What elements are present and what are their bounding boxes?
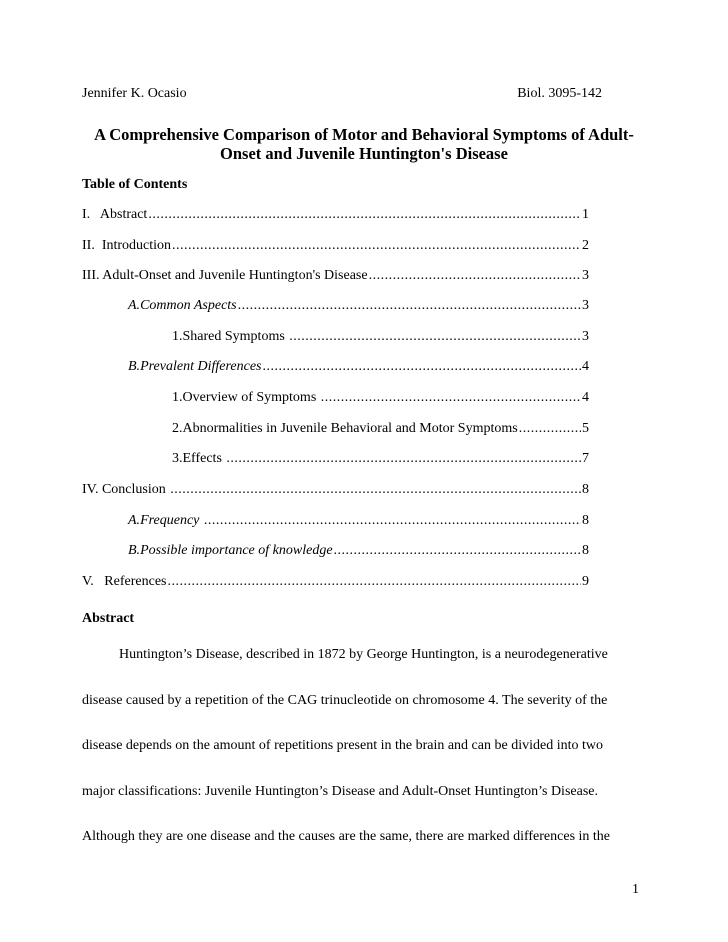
toc-entry-frequency — [128, 513, 589, 529]
toc-leader — [226, 451, 581, 467]
toc-leader — [289, 329, 581, 345]
toc-leader — [519, 421, 581, 437]
toc-entry-label: Abnormalities in Juvenile Behavioral and Motor Symptoms — [182, 421, 518, 436]
toc-entry-page: 1 — [582, 207, 589, 222]
toc-entry-page: 8 — [582, 513, 589, 528]
toc-entry-number: A. — [128, 298, 141, 313]
toc-entry-number: 3. — [172, 451, 183, 466]
abstract-line: Huntington’s Disease, described in 1872 by George Huntington, is a neurodegenerative — [119, 647, 608, 662]
toc-leader — [204, 513, 581, 529]
toc-entry-references — [82, 574, 589, 590]
page-number: 1 — [632, 882, 639, 897]
toc-entry-label: Possible importance of knowledge — [140, 543, 333, 558]
toc-entry-number: 1. — [172, 390, 183, 405]
toc-entry-label: Frequency — [140, 513, 203, 528]
toc-entry-page: 5 — [582, 421, 589, 436]
toc-entry-page: 7 — [582, 451, 589, 466]
toc-entry-number: 1. — [172, 329, 183, 344]
toc-entry-label: Shared Symptoms — [182, 329, 289, 344]
toc-entry-number: B. — [128, 543, 141, 558]
toc-entry-page: 4 — [582, 359, 589, 374]
toc-entry-page: 8 — [582, 543, 589, 558]
toc-entry-common-aspects — [128, 298, 589, 314]
toc-entry-label: Common Aspects — [140, 298, 237, 313]
toc-entry-introduction — [82, 238, 589, 254]
author-name: Jennifer K. Ocasio — [82, 86, 187, 101]
toc-entry-page: 3 — [582, 298, 589, 313]
abstract-line: Although they are one disease and the causes are the same, there are marked differences in the — [82, 829, 611, 844]
toc-entry-page: 3 — [582, 268, 589, 283]
toc-entry-page: 3 — [582, 329, 589, 344]
course-code: Biol. 3095-142 — [517, 86, 602, 101]
toc-entry-conclusion — [82, 482, 589, 498]
toc-entry-page: 4 — [582, 390, 589, 405]
toc-entry-label: III. Adult-Onset and Juvenile Huntington's Disease — [82, 268, 368, 283]
page-header — [82, 86, 602, 102]
toc-entry-page: 2 — [582, 238, 589, 253]
document-title — [84, 125, 644, 163]
toc-leader — [369, 268, 581, 284]
toc-entry-label: Effects — [182, 451, 226, 466]
toc-leader — [334, 543, 581, 559]
toc-entry-number: B. — [128, 359, 141, 374]
toc-entry-abstract — [82, 207, 589, 223]
toc-leader — [238, 298, 581, 314]
toc-entry-possible-importance — [128, 543, 589, 559]
toc-entry-number: 2. — [172, 421, 183, 436]
abstract-line: major classifications: Juvenile Huntington’s Disease and Adult-Onset Huntington’s Disease. — [82, 784, 598, 799]
toc-leader — [168, 574, 582, 590]
toc-leader — [172, 238, 581, 254]
abstract-heading: Abstract — [82, 611, 135, 626]
toc-entry-prevalent-differences — [128, 359, 589, 375]
toc-entry-effects — [172, 451, 589, 467]
toc-entry-label: II. Introduction — [82, 238, 172, 253]
toc-leader — [170, 482, 581, 498]
toc-leader — [262, 359, 581, 375]
toc-heading: Table of Contents — [82, 177, 188, 192]
toc-entry-overview-of-symptoms — [172, 390, 589, 406]
toc-entry-label: Overview of Symptoms — [182, 390, 320, 405]
toc-entry-label: V. References — [82, 574, 167, 589]
toc-entry-shared-symptoms — [172, 329, 589, 345]
toc-leader — [148, 207, 581, 223]
toc-entry-number: A. — [128, 513, 141, 528]
toc-entry-adult-juvenile — [82, 268, 589, 284]
abstract-line: disease depends on the amount of repetitions present in the brain and can be divided into two — [82, 738, 603, 753]
toc-entry-label: I. Abstract — [82, 207, 148, 222]
toc-entry-label: IV. Conclusion — [82, 482, 170, 497]
abstract-line: disease caused by a repetition of the CAG trinucleotide on chromosome 4. The severity of the — [82, 693, 608, 708]
title-line-1: A Comprehensive Comparison of Motor and Behavioral Symptoms of Adult- — [94, 125, 634, 144]
title-line-2: Onset and Juvenile Huntington's Disease — [220, 144, 508, 163]
toc-leader — [321, 390, 581, 406]
toc-entry-label: Prevalent Differences — [140, 359, 262, 374]
toc-entry-abnormalities — [172, 421, 589, 437]
toc-entry-page: 9 — [582, 574, 589, 589]
toc-entry-page: 8 — [582, 482, 589, 497]
